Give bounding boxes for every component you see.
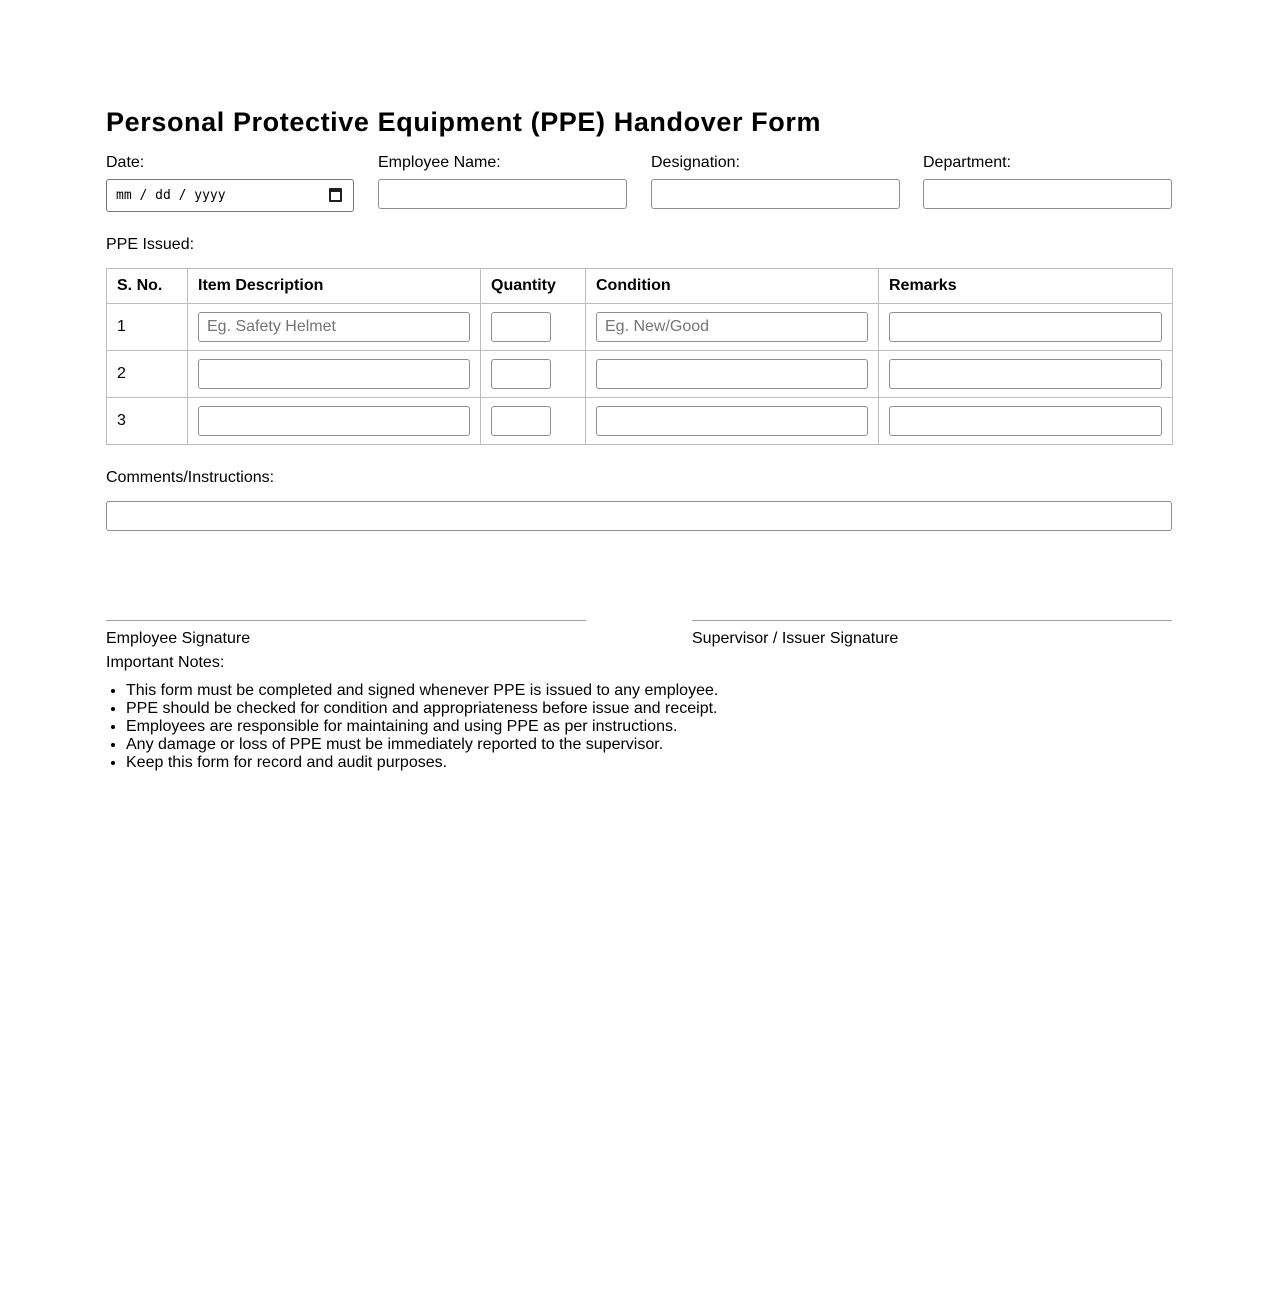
important-notes-list (106, 682, 1126, 772)
quantity-input[interactable] (491, 312, 551, 342)
remarks-cell (879, 304, 1173, 351)
list-item: • Keep this form for record and audit purposes. (126, 754, 1126, 772)
date-label: Date: (106, 154, 145, 171)
department-input[interactable] (923, 179, 1172, 209)
designation-field-group (651, 153, 900, 173)
list-item: • Any damage or loss of PPE must be immediately reported to the supervisor. (126, 736, 1126, 754)
condition-input[interactable] (596, 359, 868, 389)
column-header-condition: Condition (586, 269, 879, 304)
quantity-cell (481, 398, 586, 445)
ppe-issued-label: PPE Issued: (106, 236, 195, 253)
condition-cell (586, 304, 879, 351)
column-header-sno: S. No. (107, 269, 188, 304)
condition-input[interactable] (596, 312, 868, 342)
quantity-cell (481, 351, 586, 398)
item-description-cell (188, 398, 481, 445)
form-title: Personal Protective Equipment (PPE) Handover Form (106, 107, 822, 137)
quantity-input[interactable] (491, 406, 551, 436)
date-field-group (106, 153, 355, 203)
employee-name-label: Employee Name: (378, 154, 501, 171)
comments-label: Comments/Instructions: (106, 469, 275, 486)
item-description-cell (188, 304, 481, 351)
remarks-cell (879, 351, 1173, 398)
column-header-quantity: Quantity (481, 269, 586, 304)
table-row (107, 398, 1173, 445)
ppe-table (106, 268, 1173, 445)
important-notes-label: Important Notes: (106, 654, 225, 671)
column-header-item-description: Item Description (188, 269, 481, 304)
employee-name-input[interactable] (378, 179, 627, 209)
table-row (107, 304, 1173, 351)
employee-name-field-group (378, 153, 627, 173)
comments-input[interactable] (106, 501, 1172, 531)
list-item: • Employees are responsible for maintaining and using PPE as per instructions. (126, 718, 1126, 736)
date-input[interactable] (106, 179, 354, 212)
date-placeholder: mm / dd / yyyy (116, 188, 226, 203)
remarks-cell (879, 398, 1173, 445)
supervisor-signature-line (692, 620, 1172, 647)
quantity-cell (481, 304, 586, 351)
condition-cell (586, 398, 879, 445)
row-sno: 2 (107, 351, 188, 398)
remarks-input[interactable] (889, 312, 1162, 342)
item-description-input[interactable] (198, 312, 470, 342)
condition-input[interactable] (596, 406, 868, 436)
item-description-cell (188, 351, 481, 398)
supervisor-signature-label: Supervisor / Issuer Signature (692, 630, 899, 647)
table-row (107, 351, 1173, 398)
item-description-input[interactable] (198, 359, 470, 389)
condition-cell (586, 351, 879, 398)
department-label: Department: (923, 154, 1012, 171)
remarks-input[interactable] (889, 359, 1162, 389)
department-field-group (923, 153, 1172, 173)
calendar-icon[interactable] (329, 188, 342, 202)
employee-signature-label: Employee Signature (106, 630, 251, 647)
list-item: • PPE should be checked for condition and appropriateness before issue and receipt. (126, 700, 1126, 718)
employee-signature-line (106, 620, 586, 647)
column-header-remarks: Remarks (879, 269, 1173, 304)
designation-input[interactable] (651, 179, 900, 209)
designation-label: Designation: (651, 154, 740, 171)
row-sno: 3 (107, 398, 188, 445)
row-sno: 1 (107, 304, 188, 351)
remarks-input[interactable] (889, 406, 1162, 436)
item-description-input[interactable] (198, 406, 470, 436)
quantity-input[interactable] (491, 359, 551, 389)
list-item: • This form must be completed and signed whenever PPE is issued to any employee. (126, 682, 1126, 700)
table-header-row (107, 269, 1173, 304)
